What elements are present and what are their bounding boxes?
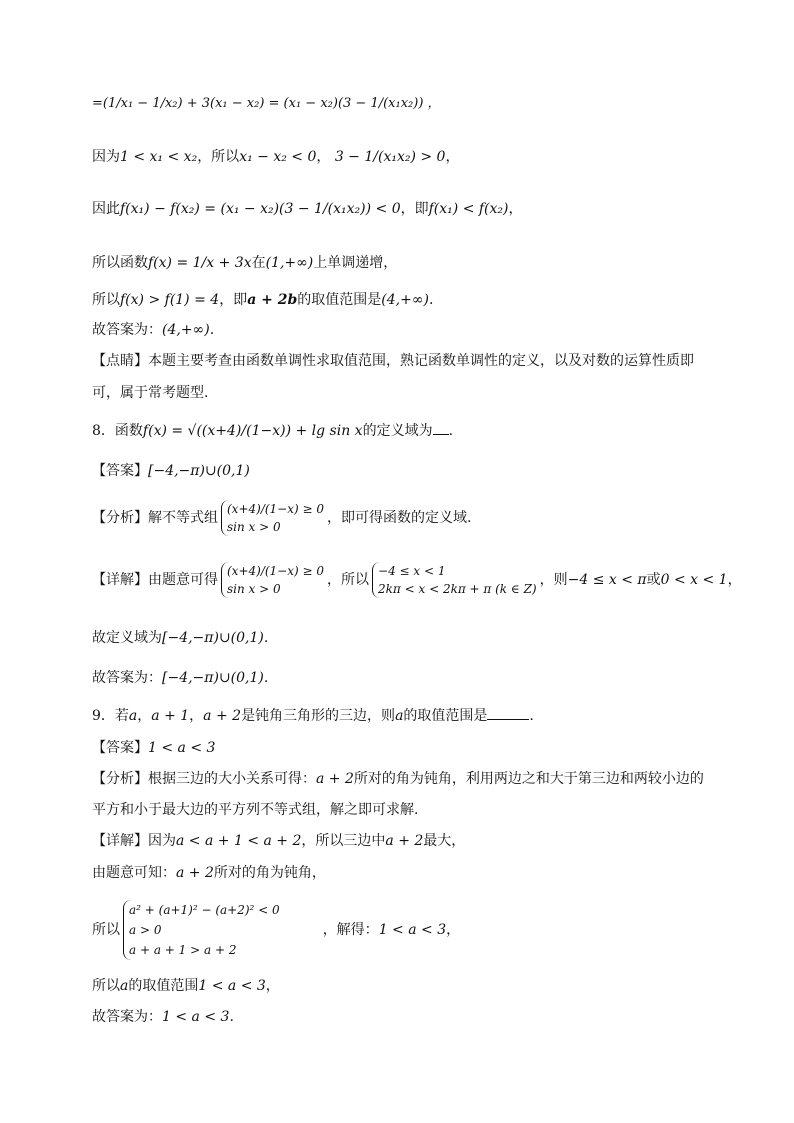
q9-detail-2: 由题意可知：a + 2所对的角为钝角，: [92, 865, 326, 881]
q9-detail-1: 【详解】因为a < a + 1 < a + 2，所以三边中a + 2最大，: [92, 833, 466, 849]
q9-analysis-1: 【分析】根据三边的大小关系可得：a + 2所对的角为钝角，利用两边之和大于第三边和两较小边的: [92, 771, 704, 787]
eq-line-5: 所以f(x) > f(1) = 4，即a + 2b的取值范围是(4,+∞).: [92, 292, 434, 308]
q8-detail: 【详解】由题意可得 (x+4)/(1−x) ≥ 0 sin x > 0 ，所以 −4 ≤ x < 1 2kπ < x < 2kπ + π (k ∈ Z) ，则−4 ≤ x < π或0 < x < 1，: [92, 564, 742, 596]
q8-domain: 故定义域为[−4,−π)∪(0,1).: [92, 630, 269, 646]
answer-tag: 【答案】: [92, 463, 148, 479]
q8-analysis: 【分析】解不等式组 (x+4)/(1−x) ≥ 0 sin x > 0 ，即可得函数的定义域.: [92, 502, 472, 534]
q9-detail-4: 所以a的取值范围1 < a < 3，: [92, 978, 280, 994]
equation-1: =(1/x₁ − 1/x₂) + 3(x₁ − x₂) = (x₁ − x₂)(3 − 1/(x₁x₂)) ，: [92, 96, 441, 111]
q9-final: 故答案为：1 < a < 3.: [92, 1009, 234, 1025]
analysis-tag: 【分析】: [92, 510, 148, 526]
q9-analysis-2: 平方和小于最大边的平方列不等式组，解之即可求解.: [92, 802, 419, 818]
q8-final: 故答案为：[−4,−π)∪(0,1).: [92, 670, 269, 686]
answer-line-7: 故答案为：(4,+∞).: [92, 322, 215, 338]
inequality-system: (x+4)/(1−x) ≥ 0 sin x > 0: [221, 562, 324, 598]
eq-line-1: [92, 92, 441, 115]
solution-system: −4 ≤ x < 1 2kπ < x < 2kπ + π (k ∈ Z): [372, 562, 537, 598]
eq-line-3: 因此f(x₁) − f(x₂) = (x₁ − x₂)(3 − 1/(x₁x₂)) < 0，即f(x₁) < f(x₂)，: [92, 201, 523, 217]
inequality-system: (x+4)/(1−x) ≥ 0 sin x > 0: [221, 500, 324, 536]
analysis-tag: 【分析】: [92, 771, 148, 787]
q8-answer: 【答案】[−4,−π)∪(0,1): [92, 463, 250, 479]
answer-blank: [433, 420, 449, 435]
question-8: 8．函数f(x) = √((x+4)/(1−x)) + lg sin x的定义域为 .: [92, 420, 453, 442]
dianjing-tag: 【点睛】: [92, 353, 148, 369]
eq-line-2: 因为1 < x₁ < x₂，所以x₁ − x₂ < 0， 3 − 1/(x₁x₂) > 0，: [92, 149, 460, 165]
inequality-system: a² + (a+1)² − (a+2)² < 0 a > 0 a + a + 1 > a + 2: [123, 900, 280, 960]
answer-blank: [487, 705, 529, 720]
question-9: 9．若a，a + 1，a + 2是钝角三角形的三边，则a的取值范围是 .: [92, 705, 534, 727]
detail-tag: 【详解】: [92, 833, 148, 849]
q9-detail-3: 所以 a² + (a+1)² − (a+2)² < 0 a > 0 a + a + 1 > a + 2 ，解得：1 < a < 3，: [92, 900, 460, 960]
dianjing-line-1: 【点睛】本题主要考查由函数单调性求取值范围，熟记函数单调性的定义，以及对数的运算性质即: [92, 353, 694, 369]
detail-tag: 【详解】: [92, 572, 148, 588]
answer-tag: 【答案】: [92, 740, 148, 756]
eq-line-4: 所以函数f(x) = 1/x + 3x在(1,+∞)上单调递增，: [92, 255, 398, 271]
dianjing-line-2: 可，属于常考题型.: [92, 385, 209, 401]
q9-answer: 【答案】1 < a < 3: [92, 740, 216, 756]
